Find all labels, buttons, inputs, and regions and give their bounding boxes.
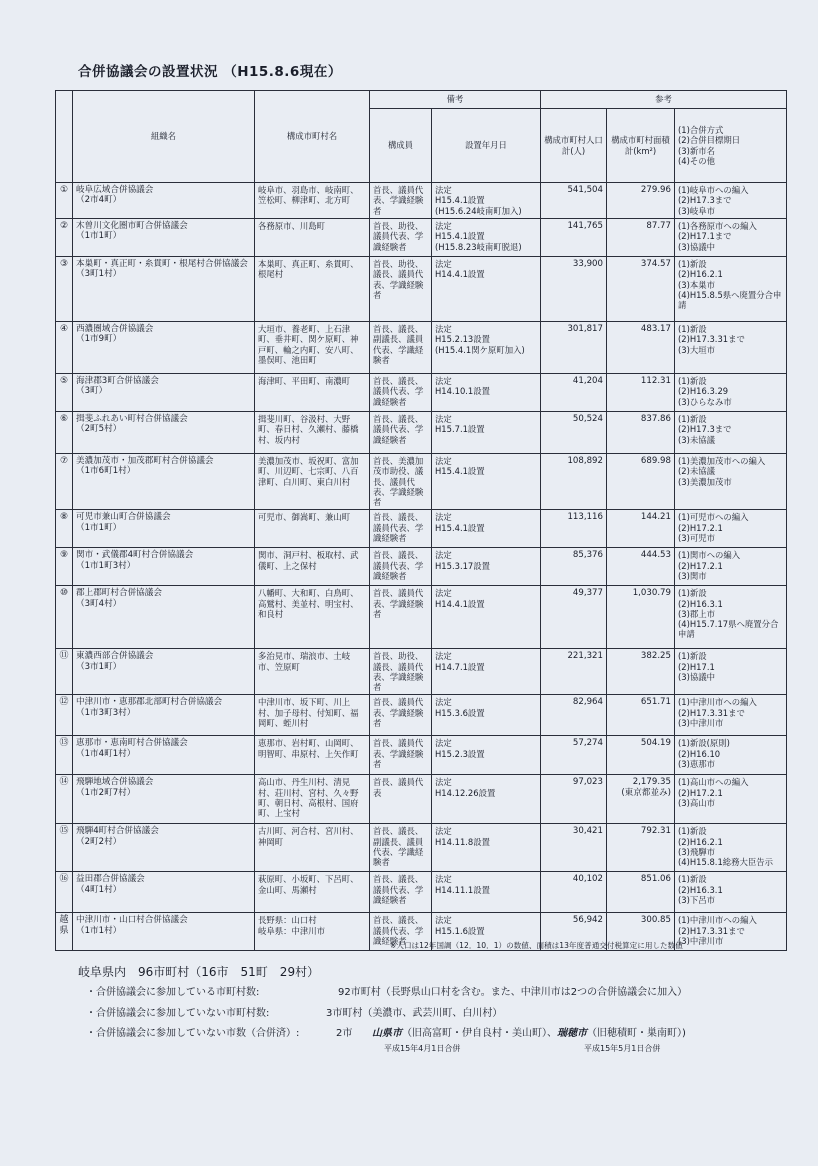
establishment-date: 法定 H15.4.1設置 (H15.6.24岐南町加入) [432, 183, 541, 219]
table-row [56, 510, 787, 548]
council-name: 海津郡3町合併協議会 （3町） [73, 374, 255, 412]
merger-details: (1)高山市への編入 (2)H17.2.1 (3)高山市 [675, 775, 787, 824]
population: 113,116 [541, 510, 607, 548]
municipalities: 多治見市、瑞浪市、土岐市、笠原町 [255, 649, 370, 695]
summary-line2-value: 3市町村（美濃市、武芸川町、白川村） [326, 1008, 503, 1019]
population: 221,321 [541, 649, 607, 695]
council-members: 首長、議長、議員代表、学識経験者 [370, 510, 432, 548]
municipalities: 中津川市、坂下町、川上村、加子母村、付知町、福岡町、蛭川村 [255, 695, 370, 736]
population: 50,524 [541, 412, 607, 454]
row-number: ⑭ [56, 775, 73, 824]
table-row [56, 412, 787, 454]
row-number: ⑧ [56, 510, 73, 548]
population: 57,274 [541, 736, 607, 775]
population: 85,376 [541, 548, 607, 586]
row-number: ⑬ [56, 736, 73, 775]
council-members: 首長、議長、副議長、議員代表、学識経験者 [370, 322, 432, 374]
population: 82,964 [541, 695, 607, 736]
council-name: 本巣町・真正町・糸貫町・根尾村合併協議会 （3町1村） [73, 257, 255, 322]
municipalities: 岐阜市、羽島市、岐南町、笠松町、柳津町、北方町 [255, 183, 370, 219]
population: 301,817 [541, 322, 607, 374]
council-members: 首長、美濃加茂市助役、議長、議員代表、学識経験者 [370, 454, 432, 510]
row-number: ⑫ [56, 695, 73, 736]
merger-details: (1)新設 (2)H17.1 (3)協議中 [675, 649, 787, 695]
establishment-date: 法定 H15.4.1設置 [432, 510, 541, 548]
population: 97,023 [541, 775, 607, 824]
merger-council-table [55, 90, 787, 951]
merge-date-1: 平成15年4月1日合併 [384, 1044, 461, 1053]
merger-details: (1)可児市への編入 (2)H17.2.1 (3)可児市 [675, 510, 787, 548]
council-members: 首長、助役、議長、議員代表、学識経験者 [370, 649, 432, 695]
merger-details: (1)美濃加茂市への編入 (2)未協議 (3)美濃加茂市 [675, 454, 787, 510]
municipalities: 美濃加茂市、坂祝町、富加町、川辺町、七宗町、八百津町、白川町、東白川村 [255, 454, 370, 510]
establishment-date: 法定 H15.1.6設置 [432, 913, 541, 951]
header-munis: 構成市町村名 [255, 91, 370, 183]
merger-details: (1)岐阜市への編入 (2)H17.3まで (3)岐阜市 [675, 183, 787, 219]
area: 504.19 [607, 736, 675, 775]
row-number: ⑥ [56, 412, 73, 454]
area: 300.85 [607, 913, 675, 951]
row-number: ⑦ [56, 454, 73, 510]
row-number: 越県 [56, 913, 73, 951]
establishment-date: 法定 H14.7.1設置 [432, 649, 541, 695]
table-row [56, 775, 787, 824]
summary-line2-label: ・合併協議会に参加していない市町村数: [86, 1008, 270, 1019]
row-number: ⑪ [56, 649, 73, 695]
summary-title: 岐阜県内 96市町村（16市 51町 29村） [78, 965, 320, 979]
establishment-date: 法定 H14.10.1設置 [432, 374, 541, 412]
council-name: 飛騨4町村合併協議会 （2町2村） [73, 824, 255, 872]
header-ref: 参考 [541, 91, 787, 109]
row-number: ⑤ [56, 374, 73, 412]
establishment-date: 法定 H15.2.3設置 [432, 736, 541, 775]
table-row [56, 374, 787, 412]
council-name: 中津川市・山口村合併協議会 （1市1村） [73, 913, 255, 951]
area: 851.06 [607, 872, 675, 913]
council-members: 首長、議員代表、学識経験者 [370, 586, 432, 649]
council-members: 首長、議長、副議長、議員代表、学識経験者 [370, 824, 432, 872]
council-members: 首長、助役、議長、議員代表、学識経験者 [370, 257, 432, 322]
municipalities: 恵那市、岩村町、山岡町、明智町、串原村、上矢作町 [255, 736, 370, 775]
municipalities: 萩原町、小坂町、下呂町、金山町、馬瀬村 [255, 872, 370, 913]
area: 279.96 [607, 183, 675, 219]
row-number: ⑯ [56, 872, 73, 913]
city-yamagata: 山県市 [372, 1028, 402, 1039]
council-members: 首長、議長、議員代表、学識経験者 [370, 913, 432, 951]
municipalities: 古川町、河合村、宮川村、神岡町 [255, 824, 370, 872]
council-name: 益田郡合併協議会 （4町1村） [73, 872, 255, 913]
merger-details: (1)中津川市への編入 (2)H17.3.31まで (3)中津川市 [675, 695, 787, 736]
merger-details: (1)関市への編入 (2)H17.2.1 (3)関市 [675, 548, 787, 586]
council-members: 首長、議員代表、学識経験者 [370, 183, 432, 219]
table-row [56, 548, 787, 586]
merger-details: (1)新設 (2)H16.3.29 (3)ひらなみ市 [675, 374, 787, 412]
summary-line3-count: 2市 [336, 1028, 353, 1039]
establishment-date: 法定 H14.12.26設置 [432, 775, 541, 824]
row-number: ② [56, 219, 73, 257]
establishment-date: 法定 H15.7.1設置 [432, 412, 541, 454]
municipalities: 海津町、平田町、南濃町 [255, 374, 370, 412]
merger-details: (1)新設 (2)H16.3.1 (3)郡上市 (4)H15.7.17県へ廃置分合申請 [675, 586, 787, 649]
area: 444.53 [607, 548, 675, 586]
header-remarks-members: 構成員 [370, 109, 432, 183]
council-name: 西濃圏域合併協議会 （1市9町） [73, 322, 255, 374]
header-no [56, 91, 73, 183]
merger-details: (1)新設(原則) (2)H16.10 (3)恵那市 [675, 736, 787, 775]
city-mizuho: 瑞穂市 [557, 1028, 587, 1039]
merger-details: (1)新設 (2)H17.3まで (3)未協議 [675, 412, 787, 454]
area: 112.31 [607, 374, 675, 412]
area: 483.17 [607, 322, 675, 374]
table-row [56, 322, 787, 374]
summary-line3-label: ・合併協議会に参加していない市数（合併済）: [86, 1028, 300, 1039]
population: 541,504 [541, 183, 607, 219]
council-name: 東濃西部合併協議会 （3市1町） [73, 649, 255, 695]
council-name: 恵那市・恵南町村合併協議会 （1市4町1村） [73, 736, 255, 775]
council-name: 揖斐ふれあい町村合併協議会 （2町5村） [73, 412, 255, 454]
council-members: 首長、議長、議員代表、学識経験者 [370, 872, 432, 913]
row-number: ③ [56, 257, 73, 322]
area: 87.77 [607, 219, 675, 257]
area: 689.98 [607, 454, 675, 510]
row-number: ① [56, 183, 73, 219]
council-name: 可児市兼山町合併協議会 （1市1町） [73, 510, 255, 548]
table-row [56, 824, 787, 872]
municipalities: 可児市、御嵩町、兼山町 [255, 510, 370, 548]
municipalities: 揖斐川町、谷汲村、大野町、春日村、久瀬村、藤橋村、坂内村 [255, 412, 370, 454]
merger-details: (1)各務原市への編入 (2)H17.1まで (3)協議中 [675, 219, 787, 257]
area: 382.25 [607, 649, 675, 695]
establishment-date: 法定 H14.11.8設置 [432, 824, 541, 872]
table-row [56, 586, 787, 649]
municipalities: 八幡町、大和町、白鳥町、高鷲村、美並村、明宝村、和良村 [255, 586, 370, 649]
city-yamagata-detail: （旧高富町・伊自良村・美山町）、 [402, 1028, 557, 1039]
summary-line1-label: ・合併協議会に参加している市町村数: [86, 987, 260, 998]
merger-details: (1)新設 (2)H17.3.31まで (3)大垣市 [675, 322, 787, 374]
municipalities: 関市、洞戸村、板取村、武儀町、上之保村 [255, 548, 370, 586]
header-remarks-date: 設置年月日 [432, 109, 541, 183]
row-number: ④ [56, 322, 73, 374]
merger-details: (1)中津川市への編入 (2)H17.3.31まで (3)中津川市 [675, 913, 787, 951]
establishment-date: 法定 H15.2.13設置 (H15.4.1関ケ原町加入) [432, 322, 541, 374]
table-row [56, 649, 787, 695]
merger-details: (1)新設 (2)H16.2.1 (3)飛騨市 (4)H15.8.1総務大臣告示 [675, 824, 787, 872]
municipalities: 高山市、丹生川村、清見村、荘川村、宮村、久々野町、朝日村、高根村、国府町、上宝村 [255, 775, 370, 824]
population: 40,102 [541, 872, 607, 913]
population: 108,892 [541, 454, 607, 510]
summary-line3-detail [372, 1024, 686, 1039]
table-row [56, 183, 787, 219]
population: 41,204 [541, 374, 607, 412]
council-name: 木曽川文化圏市町合併協議会 （1市1町） [73, 219, 255, 257]
council-members: 首長、議員代表、学識経験者 [370, 736, 432, 775]
merger-details: (1)新設 (2)H16.2.1 (3)本巣市 (4)H15.8.5県へ廃置分合申請 [675, 257, 787, 322]
establishment-date: 法定 H14.11.1設置 [432, 872, 541, 913]
establishment-date: 法定 H15.3.6設置 [432, 695, 541, 736]
footnote: ※人口は12年国調（12．10．1）の数値、面積は13年度普通交付税算定に用した数値 [390, 941, 683, 950]
establishment-date: 法定 H15.4.1設置 (H15.8.23岐南町脱退) [432, 219, 541, 257]
header-ref-pop: 構成市町村人口計(人) [541, 109, 607, 183]
header-name: 組織名 [73, 91, 255, 183]
population: 33,900 [541, 257, 607, 322]
municipalities: 大垣市、養老町、上石津町、垂井町、関ケ原町、神戸町、輪之内町、安八町、墨俣町、池田町 [255, 322, 370, 374]
establishment-date: 法定 H14.4.1設置 [432, 586, 541, 649]
council-name: 郡上郡町村合併協議会 （3町4村） [73, 586, 255, 649]
row-number: ⑨ [56, 548, 73, 586]
establishment-date: 法定 H14.4.1設置 [432, 257, 541, 322]
population: 49,377 [541, 586, 607, 649]
council-name: 美濃加茂市・加茂郡町村合併協議会 （1市6町1村） [73, 454, 255, 510]
council-members: 首長、議長、議員代表、学識経験者 [370, 548, 432, 586]
header-ref-area: 構成市町村面積計(km²) [607, 109, 675, 183]
council-members: 首長、議員代表 [370, 775, 432, 824]
area: 2,179.35 (東京都並み) [607, 775, 675, 824]
population: 141,765 [541, 219, 607, 257]
council-members: 首長、議員代表、学識経験者 [370, 695, 432, 736]
city-mizuho-detail: （旧穂積町・巣南町）) [587, 1028, 686, 1039]
population: 56,942 [541, 913, 607, 951]
area: 837.86 [607, 412, 675, 454]
table-row [56, 695, 787, 736]
table-row [56, 219, 787, 257]
area: 144.21 [607, 510, 675, 548]
header-ref-other: (1)合併方式 (2)合併目標期日 (3)新市名 (4)その他 [675, 109, 787, 183]
table-row [56, 736, 787, 775]
council-name: 中津川市・恵那郡北部町村合併協議会 （1市3町3村） [73, 695, 255, 736]
municipalities: 各務原市、川島町 [255, 219, 370, 257]
establishment-date: 法定 H15.3.17設置 [432, 548, 541, 586]
council-members: 首長、議長、議員代表、学識経験者 [370, 374, 432, 412]
area: 1,030.79 [607, 586, 675, 649]
establishment-date: 法定 H15.4.1設置 [432, 454, 541, 510]
merger-details: (1)新設 (2)H16.3.1 (3)下呂市 [675, 872, 787, 913]
population: 30,421 [541, 824, 607, 872]
row-number: ⑮ [56, 824, 73, 872]
merge-date-2: 平成15年5月1日合併 [584, 1044, 661, 1053]
table-row [56, 872, 787, 913]
table-row [56, 454, 787, 510]
council-name: 飛騨地域合併協議会 （1市2町7村） [73, 775, 255, 824]
row-number: ⑩ [56, 586, 73, 649]
table-row [56, 257, 787, 322]
council-name: 岐阜広域合併協議会 （2市4町） [73, 183, 255, 219]
area: 374.57 [607, 257, 675, 322]
area: 792.31 [607, 824, 675, 872]
council-name: 関市・武儀郡4町村合併協議会 （1市1町3村） [73, 548, 255, 586]
area: 651.71 [607, 695, 675, 736]
council-members: 首長、助役、議員代表、学識経験者 [370, 219, 432, 257]
summary-line1-value: 92市町村（長野県山口村を含む。また、中津川市は2つの合併協議会に加入） [338, 987, 688, 998]
page-title: 合併協議会の設置状況 （H15.8.6現在） [78, 64, 342, 80]
header-remarks: 備考 [370, 91, 541, 109]
municipalities: 本巣町、真正町、糸貫町、根尾村 [255, 257, 370, 322]
council-members: 首長、議長、議員代表、学識経験者 [370, 412, 432, 454]
municipalities: 長野県：山口村 岐阜県：中津川市 [255, 913, 370, 951]
